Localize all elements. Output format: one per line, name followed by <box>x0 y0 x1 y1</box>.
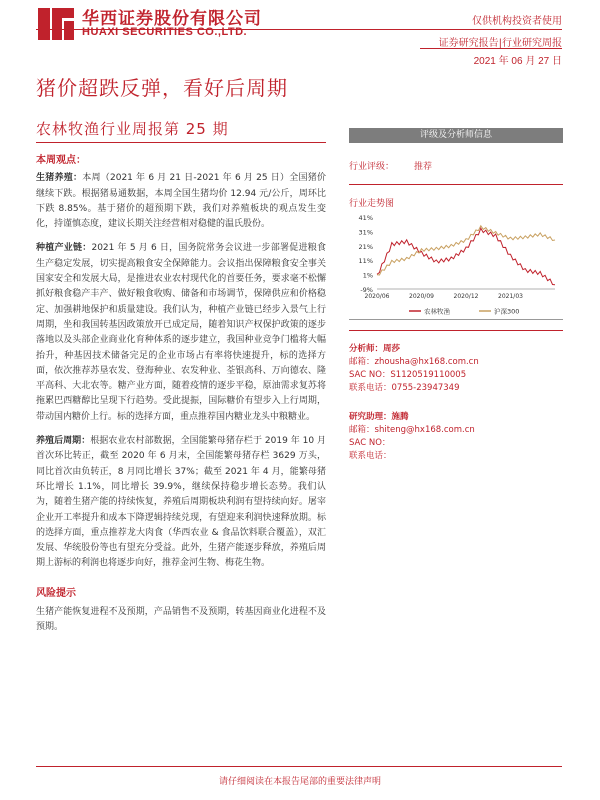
analyst-name: 周莎 <box>383 344 401 354</box>
paragraph-text: 本周（2021 年 6 月 21 日-2021 年 6 月 25 日）全国猪价继续下跌。根据猪易通数据，本周全国生猪均价 12.94 元/公斤，周环比下跌 8.85%。基于猪价的超预期下跌，我们对养殖板块的观点发生变化，持谨慎态度，建议长期关注经营相对稳健的温氏股份。 <box>36 173 326 230</box>
summary-paragraph <box>36 241 326 425</box>
series-line-hs300 <box>377 226 555 275</box>
summary-heading: 本周观点： <box>36 155 86 166</box>
analyst-email[interactable]: zhousha@hx168.com.cn <box>374 357 479 367</box>
chart-title: 行业走势图 <box>349 199 395 209</box>
y-tick-label: 31% <box>358 228 373 237</box>
industry-trend-chart <box>349 211 563 319</box>
paragraph-lead: 养殖后周期： <box>36 436 91 447</box>
x-tick-label: 2020/06 <box>364 293 390 300</box>
sac-label: SAC NO： <box>349 370 391 380</box>
assistant-email[interactable]: shiteng@hx168.com.cn <box>374 425 475 435</box>
summary-paragraph <box>36 171 326 232</box>
legend-label: 沪深300 <box>494 307 520 316</box>
risk-heading: 风险提示 <box>36 587 76 599</box>
panel-title: 评级及分析师信息 <box>349 128 563 143</box>
email-label: 邮箱： <box>349 425 375 435</box>
x-tick-label: 2020/12 <box>453 293 479 300</box>
y-tick-label: -9% <box>360 286 373 294</box>
paragraph-text: 根据农业农村部数据，全国能繁母猪存栏于 2019 年 10 月首次环比转正，截至 2020 年 6 月末，全国能繁母猪存栏 3629 万头，同比首次由负转正，8 月同比增长 37%；截至 2021 年 4 月，能繁母猪环比增长 1.1%，同比增长 39.9%，继续保持稳步增长态势。我们认为，随着生猪产能的持续恢复，养殖后周期板块利润有望持续向好。屠宰企业开工率提升和成本下降逻辑持续兑现，有望迎来利润快速释放期。标的选择方面，重点推荐龙大肉食（华西农业 & 食品饮料联合覆盖），双汇发展、华统股份等也有望充分受益。此外，生猪产能逐步释放，养殖后周期上游标的利润也将逐步向好，推荐金河生物、梅花生物。 <box>36 436 326 569</box>
sac-label: SAC NO： <box>349 438 391 448</box>
x-tick-label: 2020/09 <box>409 293 434 300</box>
rating-label: 行业评级： <box>349 162 395 172</box>
email-label: 邮箱： <box>349 357 375 367</box>
assistant-role: 研究助理： <box>349 412 392 422</box>
y-tick-label: 41% <box>358 214 373 222</box>
legend-label: 农林牧渔 <box>424 307 450 316</box>
phone-label: 联系电话： <box>349 451 392 461</box>
assistant-info <box>349 411 563 463</box>
y-tick-label: 21% <box>358 242 373 251</box>
legal-disclaimer: 请仔细阅读在本报告尾部的重要法律声明 <box>218 777 381 787</box>
risk-text: 生猪产能恢复进程不及预期，产品销售不及预期，转基因商业化进程不及预期。 <box>36 607 326 633</box>
y-tick-label: 1% <box>362 271 373 280</box>
phone-label: 联系电话： <box>349 383 392 393</box>
paragraph-lead: 生猪养殖： <box>36 173 83 184</box>
rating-panel <box>349 128 563 463</box>
chart-bottom-rule <box>349 319 563 320</box>
report-date: 2021 年 06 月 27 日 <box>473 56 562 67</box>
company-name-cn: 华西证券股份有限公司 <box>82 9 262 29</box>
analyst-role: 分析师： <box>349 344 384 354</box>
x-tick-label: 2021/03 <box>498 293 523 300</box>
y-tick-label: 11% <box>358 257 373 266</box>
industry-rating <box>349 159 563 172</box>
assistant-name: 施腾 <box>391 412 409 422</box>
subtitle-divider <box>36 142 326 143</box>
paragraph-text: 2021 年 5 月 6 日，国务院常务会议进一步部署促进粮食生产稳定发展，切实提高粮食安全保障能力。会议指出保障粮食安全事关国家安全和发展大局，是推进农业农村现代化的首要任务，要求毫不松懈抓好粮食稳产丰产、做好粮食收购、储备和市场调节，保障供应和价格稳定、加强耕地保护和质量建设。我们认为，种植产业链已经步入景气上行周期，坐和我国转基因政策放开已成定局，随着知识产权保护政策的逐步落地以及头部企业商业化育种体系的逐步建立，我国种业竞争门槛将大幅抬升，种基因技术储备完足的企业市场占有率将快速提升，标的选择方面，依次推荐苏垦农发、登海种业、农发种业、荃银高科、万向德农、隆平高科、大北农等。糖产业方面，随着疫情的逐步平稳，原油需求复苏将拖累巴西糖醇比呈现下行趋势。受此提振，国际糖价有望步入上行周期，带动国内糖价上行。标的选择方面，重点推荐国内糖业龙头中粮糖业。 <box>36 243 326 422</box>
report-subtitle: 农林牧渔行业周报第 25 期 <box>36 120 229 138</box>
analyst-phone: 0755-23947349 <box>391 383 460 393</box>
paragraph-lead: 种植产业链： <box>36 243 92 254</box>
analyst-info <box>349 343 563 395</box>
header-divider <box>36 29 562 30</box>
report-category: 证券研究报告|行业研究周报 <box>438 38 562 49</box>
analyst-divider <box>349 330 563 331</box>
analyst-sac: S1120519110005 <box>390 370 467 380</box>
audience-note: 仅供机构投资者使用 <box>472 16 562 27</box>
company-name-en: HUAXI SECURITIES CO.,LTD. <box>82 26 248 38</box>
report-title: 猪价超跌反弹，看好后周期 <box>36 76 288 100</box>
panel-divider <box>349 184 563 185</box>
huaxi-logo-icon <box>36 6 76 42</box>
summary-column <box>36 153 326 645</box>
summary-paragraph <box>36 434 326 572</box>
header-divider-right <box>420 48 562 49</box>
rating-value: 推荐 <box>414 162 433 172</box>
footer-divider <box>36 766 562 767</box>
